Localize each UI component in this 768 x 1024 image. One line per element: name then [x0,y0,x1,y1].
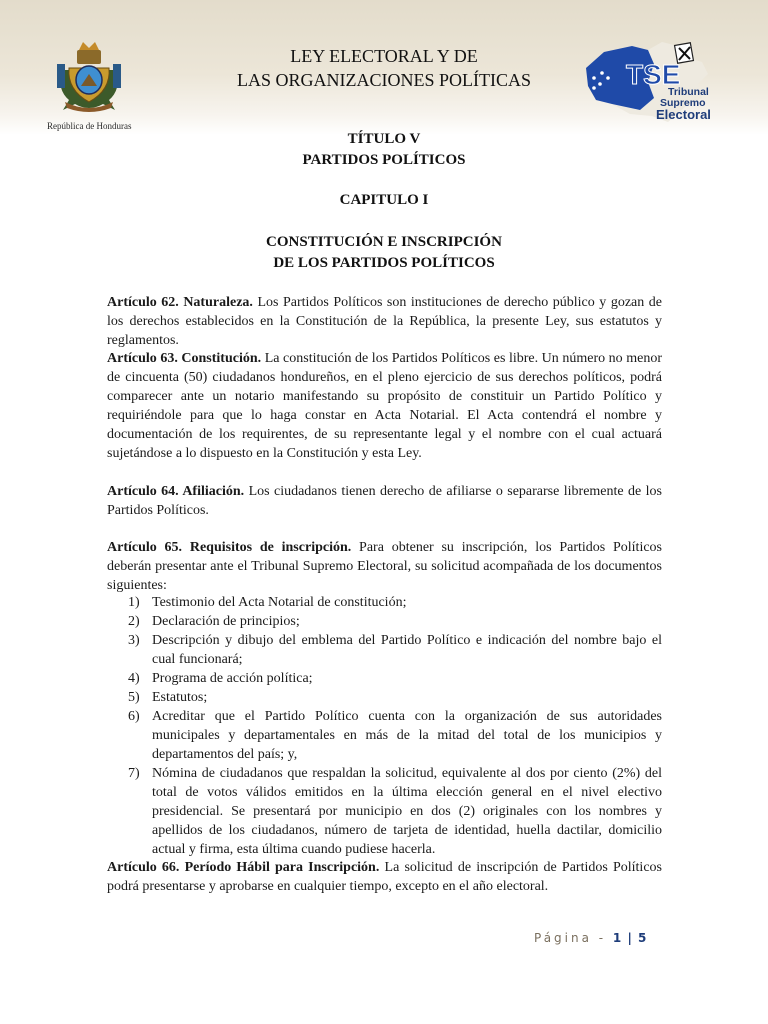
list-item [107,764,662,859]
article-62 [107,293,662,350]
list-item [107,688,662,707]
list-item-text: Testimonio del Acta Notarial de constitución; [152,595,407,610]
list-item [107,669,662,688]
tse-name-line3: Electoral [656,107,711,122]
list-item-number: 7) [128,766,140,781]
list-item [107,631,662,669]
list-item [107,612,662,631]
list-item-number: 1) [128,595,140,610]
page-number: 1 [612,931,623,945]
article-label: Artículo 66. Período Hábil para Inscripción. [107,860,380,875]
tse-name-line2: Supremo [660,97,706,109]
tse-name-line1: Tribunal [668,86,709,98]
article-65 [107,538,662,595]
article-text: La solicitud de inscripción de Partidos Políticos podrá presentarse y aprobarse en cualquier tiempo, excepto en el año electoral. [107,860,662,894]
list-item-number: 6) [128,709,140,724]
article-label: Artículo 62. Naturaleza. [107,295,253,310]
article-text: Los Partidos Políticos son instituciones de derecho público y gozan de los derechos establecidos en la Constitución de la República, la presente Ley, sus estatutos y reglamentos. [107,295,662,348]
page-footer [534,931,647,945]
list-item-number: 2) [128,614,140,629]
capitulo-heading: CAPITULO I [339,192,429,208]
article-label: Artículo 63. Constitución. [107,351,262,366]
page-total: 5 [638,931,648,945]
list-item [107,707,662,764]
capitulo-name-line2: DE LOS PARTIDOS POLÍTICOS [273,255,495,271]
list-item-text: Descripción y dibujo del emblema del Partido Político e indicación del nombre bajo el cual funcionará; [152,633,662,667]
tse-logo-icon [582,40,722,125]
capitulo-name-line1: CONSTITUCIÓN E INSCRIPCIÓN [266,234,502,250]
list-item-number: 4) [128,671,140,686]
article-text: Para obtener su inscripción, los Partidos Políticos deberán presentar ante el Tribunal Supremo Electoral, su solicitud acompañada de los documentos siguientes: [107,540,662,593]
article-66 [107,858,662,896]
list-item-text: Estatutos; [152,690,208,705]
list-item [107,593,662,612]
list-item-text: Nómina de ciudadanos que respaldan la solicitud, equivalente al dos por ciento (2%) del total de votos válidos emitidos en la última elección general en el nivel electivo presidencial. Se presentará por municipio en dos (2) originales con los nombres y apellidos de los ciudadanos, número de tarjeta de identidad, huella dactilar, domicilio actual y firma, esta última cuando pudiese hacerla. [152,766,662,857]
republic-caption: República de Honduras [47,121,132,131]
list-item-text: Programa de acción política; [152,671,313,686]
article-64 [107,482,662,520]
titulo-name: PARTIDOS POLÍTICOS [302,152,466,168]
titulo-heading: TÍTULO V [347,131,421,147]
tse-acronym: TSE [626,59,681,90]
document-title-line1: LEY ELECTORAL Y DE [290,46,478,66]
article-label: Artículo 65. Requisitos de inscripción. [107,540,352,555]
page-separator: | [622,931,639,945]
document-title-line2: LAS ORGANIZACIONES POLÍTICAS [236,70,531,90]
article-label: Artículo 64. Afiliación. [107,484,245,499]
list-item-number: 5) [128,690,140,705]
list-item-number: 3) [128,633,140,648]
requirements-list [107,593,662,859]
article-text: Los ciudadanos tienen derecho de afiliarse o separarse libremente de los Partidos Políticos. [107,484,662,518]
list-item-text: Declaración de principios; [152,614,300,629]
article-text: La constitución de los Partidos Políticos es libre. Un número no menor de cincuenta (50) ciudadanos hondureños, en el pleno ejercicio de sus derechos políticos, podrá comparecer ante un notario manifestando su propósito de constituir un Partido Político y requiriéndole para que lo haga constar en Acta Notarial. El Acta contendrá el nombre y documentación de los requirentes, de su representante legal y el nombre con el cual actuará sujetándose a lo dispuesto en la Constitución y esta Ley. [107,351,663,461]
article-63 [107,349,662,463]
footer-label: Página - [534,931,613,945]
list-item-text: Acreditar que el Partido Político cuenta con la organización de sus autoridades municipales y departamentales en más de la mitad del total de los municipios y departamentos del país; y, [152,709,662,762]
